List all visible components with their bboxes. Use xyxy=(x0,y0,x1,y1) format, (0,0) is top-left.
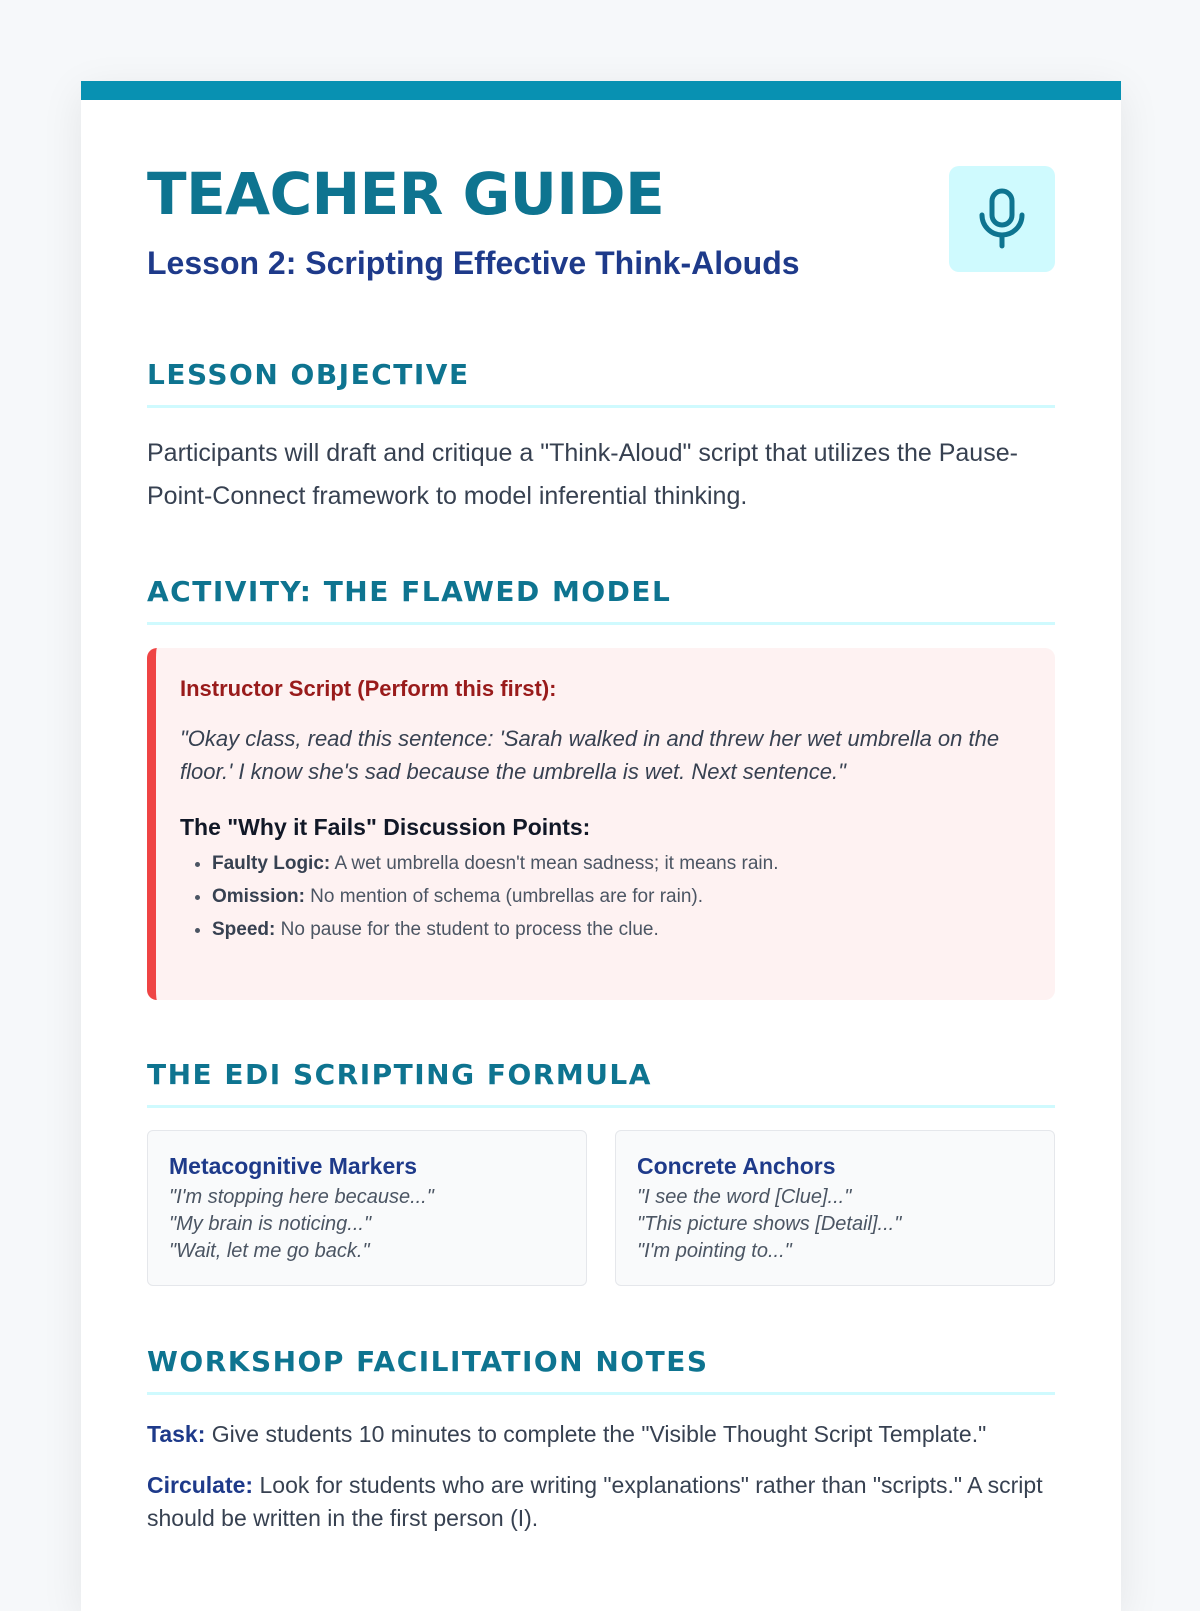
card-metacognitive-markers xyxy=(147,1130,587,1286)
page-title: TEACHER GUIDE xyxy=(147,160,665,228)
point-text: A wet umbrella doesn't mean sadness; it means rain. xyxy=(330,853,779,874)
objective-text: Participants will draft and critique a "Think-Aloud" script that utilizes the Pause-Point-Connect framework to model inferential thinking. xyxy=(147,439,1018,510)
card-line: "I'm pointing to..." xyxy=(637,1240,792,1262)
point-label: Speed: xyxy=(212,919,276,940)
note-task xyxy=(147,1418,1055,1451)
list-item xyxy=(212,847,1031,880)
script-text: "Okay class, read this sentence: 'Sarah walked in and threw her wet umbrella on the floor.' I know she's sad because the umbrella is wet. Next sentence." xyxy=(180,726,1000,784)
point-label: Omission: xyxy=(212,886,305,907)
objective-heading: LESSON OBJECTIVE xyxy=(147,358,1055,408)
microphone-icon xyxy=(949,166,1055,272)
list-item xyxy=(212,880,1031,913)
list-item xyxy=(212,913,1031,946)
note-text: Look for students who are writing "explanations" rather than "scripts." A script should be written in the first person (I). xyxy=(147,1472,1043,1531)
point-label: Faulty Logic: xyxy=(212,853,331,874)
lesson-subtitle: Lesson 2: Scripting Effective Think-Alouds xyxy=(147,245,800,281)
card-line: "My brain is noticing..." xyxy=(169,1213,372,1235)
formula-heading: THE EDI SCRIPTING FORMULA xyxy=(147,1058,1055,1108)
teacher-guide-page xyxy=(81,81,1121,1611)
why-it-fails-title: The "Why it Fails" Discussion Points: xyxy=(180,814,591,840)
script-label: Instructor Script (Perform this first): xyxy=(180,676,557,701)
formula-cards xyxy=(147,1130,1055,1286)
card-line: "I'm stopping here because..." xyxy=(169,1186,434,1208)
point-text: No mention of schema (umbrellas are for rain). xyxy=(304,886,704,907)
point-text: No pause for the student to process the clue. xyxy=(275,919,659,940)
activity-heading: ACTIVITY: THE FLAWED MODEL xyxy=(147,575,1055,625)
note-circulate xyxy=(147,1469,1055,1535)
note-label: Circulate: xyxy=(147,1472,254,1498)
note-text: Give students 10 minutes to complete the "Visible Thought Script Template." xyxy=(205,1421,987,1447)
facilitation-notes xyxy=(147,1418,1055,1553)
why-it-fails-list xyxy=(180,847,1031,946)
card-title: Concrete Anchors xyxy=(637,1153,836,1179)
card-line: "I see the word [Clue]..." xyxy=(637,1186,852,1208)
flawed-model-callout xyxy=(147,648,1055,1000)
page-content xyxy=(147,100,1055,1531)
card-title: Metacognitive Markers xyxy=(169,1153,417,1179)
notes-heading: WORKSHOP FACILITATION NOTES xyxy=(147,1345,1055,1395)
card-line: "This picture shows [Detail]..." xyxy=(637,1213,902,1235)
card-line: "Wait, let me go back." xyxy=(169,1240,370,1262)
note-label: Task: xyxy=(147,1421,206,1447)
header xyxy=(147,100,1055,400)
card-concrete-anchors xyxy=(615,1130,1055,1286)
